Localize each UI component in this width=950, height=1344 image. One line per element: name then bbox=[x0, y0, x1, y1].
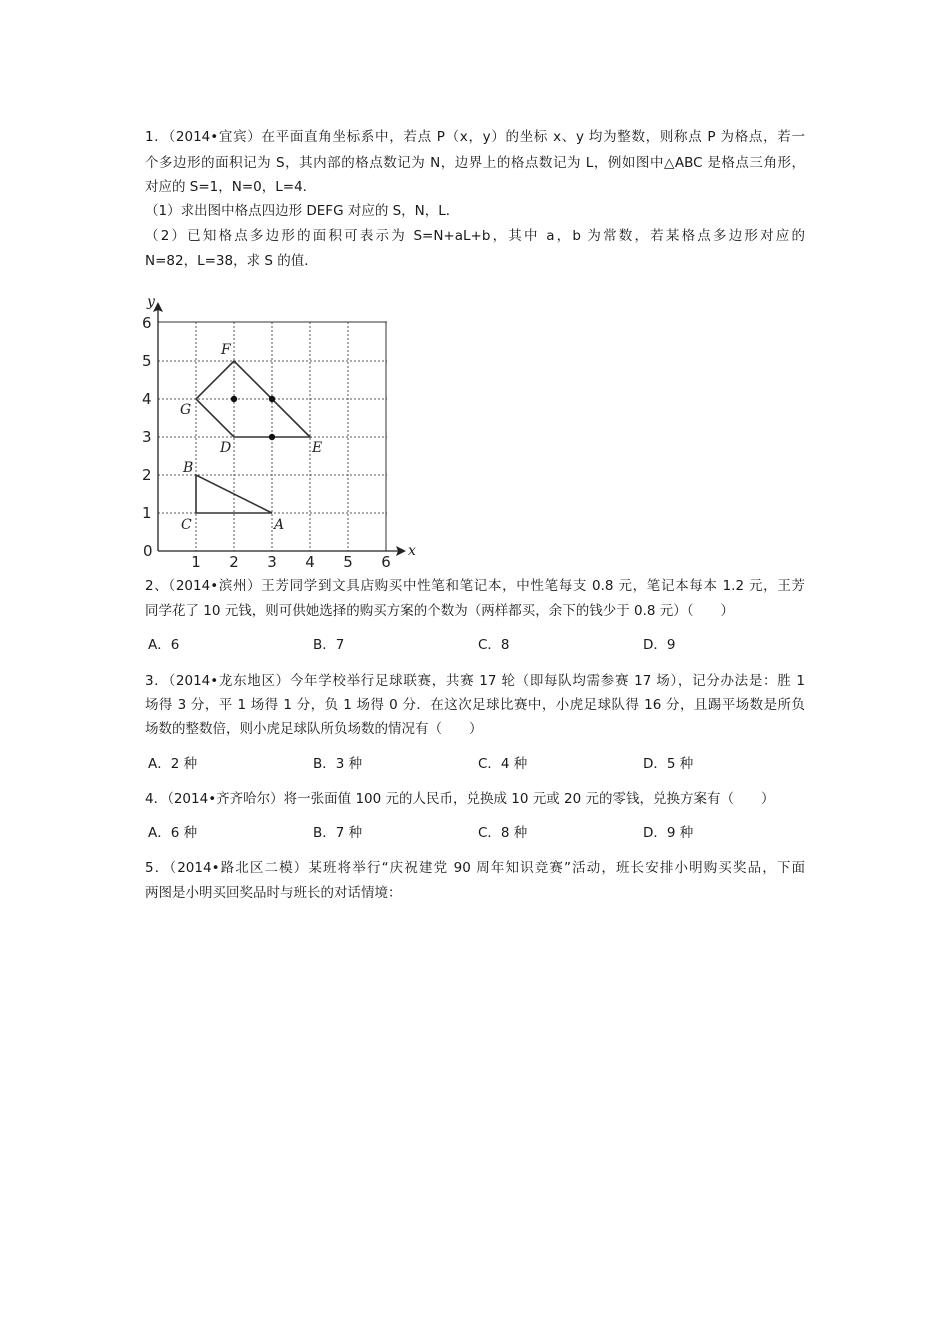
y-tick-4: 4 bbox=[142, 390, 152, 408]
x-tick-6: 6 bbox=[381, 553, 391, 570]
q4-line-1: 4．（2014•齐齐哈尔）将一张面值 100 元的人民币，兑换成 10 元或 20 元的零钱，兑换方案有（ ） bbox=[145, 791, 775, 807]
x-tick-labels bbox=[191, 553, 391, 570]
x-tick-4: 4 bbox=[305, 553, 315, 570]
q1-line-2: 个多边形的面积记为 S，其内部的格点数记为 N，边界上的格点数记为 L，例如图中△ABC 是格点三角形， bbox=[145, 155, 805, 171]
y-tick-6: 6 bbox=[142, 314, 152, 332]
label-a: A bbox=[274, 517, 285, 533]
y-tick-2: 2 bbox=[142, 466, 152, 484]
q1-part-1: （1）求出图中格点四边形 DEFG 对应的 S，N，L． bbox=[145, 203, 460, 219]
y-tick-1: 1 bbox=[142, 504, 152, 522]
x-tick-1: 1 bbox=[191, 553, 201, 570]
y-tick-5: 5 bbox=[142, 352, 152, 370]
q4-option-b: B．7 种 bbox=[313, 825, 363, 841]
quadrilateral-defg bbox=[196, 361, 310, 437]
q3-option-b: B．3 种 bbox=[313, 756, 363, 772]
x-tick-5: 5 bbox=[343, 553, 353, 570]
x-axis-label: x bbox=[408, 543, 416, 559]
label-d: D bbox=[220, 440, 232, 456]
q2-line-2: 同学花了 10 元钱，则可供她选择的购买方案的个数为（两样都买，余下的钱少于 0.8 元）（ ） bbox=[145, 603, 735, 619]
q3-line-1: 3．（2014•龙东地区）今年学校举行足球联赛，共赛 17 轮（即每队均需参赛 17 场），记分办法是：胜 1 bbox=[145, 673, 805, 689]
q5-line-1: 5．（2014•路北区二模）某班将举行“庆祝建党 90 周年知识竞赛”活动，班长安排小明购买奖品，下面 bbox=[145, 860, 805, 876]
q2-line-1: 2、（2014•滨州）王芳同学到文具店购买中性笔和笔记本，中性笔每支 0.8 元，笔记本每本 1.2 元，王芳 bbox=[145, 578, 805, 594]
lattice-point bbox=[269, 434, 275, 440]
y-tick-3: 3 bbox=[142, 428, 152, 446]
q1-part-2: （2）已知格点多边形的面积可表示为 S=N+aL+b，其中 a，b 为常数，若某格点多边形对应的 bbox=[145, 228, 805, 244]
q3-option-d: D．5 种 bbox=[643, 756, 694, 772]
q1-line-1: 1．（2014•宜宾）在平面直角坐标系中，若点 P（x，y）的坐标 x、y 均为整数，则称点 P 为格点，若一 bbox=[145, 129, 805, 145]
q1-grid-figure bbox=[130, 290, 420, 570]
x-tick-2: 2 bbox=[229, 553, 239, 570]
q1-line-3: 对应的 S=1，N=0，L=4． bbox=[145, 179, 317, 195]
label-c: C bbox=[181, 517, 192, 533]
x-tick-3: 3 bbox=[267, 553, 277, 570]
y-axis-label: y bbox=[147, 294, 155, 310]
label-e: E bbox=[312, 440, 323, 456]
y-tick-labels bbox=[142, 314, 152, 522]
q2-option-d: D．9 bbox=[643, 637, 676, 653]
q3-line-3: 场数的整数倍，则小虎足球队所负场数的情况有（ ） bbox=[145, 721, 483, 737]
origin-label: 0 bbox=[143, 542, 153, 560]
q4-option-c: C．8 种 bbox=[478, 825, 528, 841]
label-b: B bbox=[183, 460, 194, 476]
q3-option-a: A．2 种 bbox=[148, 756, 198, 772]
q2-option-a: A．6 bbox=[148, 637, 180, 653]
lattice-point bbox=[269, 396, 275, 402]
label-g: G bbox=[180, 402, 192, 418]
q1-part-2-cont: N=82，L=38，求 S 的值． bbox=[145, 253, 318, 269]
q2-option-c: C．8 bbox=[478, 637, 510, 653]
q4-option-d: D．9 种 bbox=[643, 825, 694, 841]
q3-option-c: C．4 种 bbox=[478, 756, 528, 772]
q2-option-b: B．7 bbox=[313, 637, 345, 653]
q3-line-2: 场得 3 分，平 1 场得 1 分，负 1 场得 0 分．在这次足球比赛中，小虎足球队得 16 分，且踢平场数是所负 bbox=[145, 697, 805, 713]
q5-line-2: 两图是小明买回奖品时与班长的对话情境： bbox=[145, 885, 402, 901]
label-f: F bbox=[221, 342, 231, 358]
q4-option-a: A．6 种 bbox=[148, 825, 198, 841]
lattice-point bbox=[231, 396, 237, 402]
